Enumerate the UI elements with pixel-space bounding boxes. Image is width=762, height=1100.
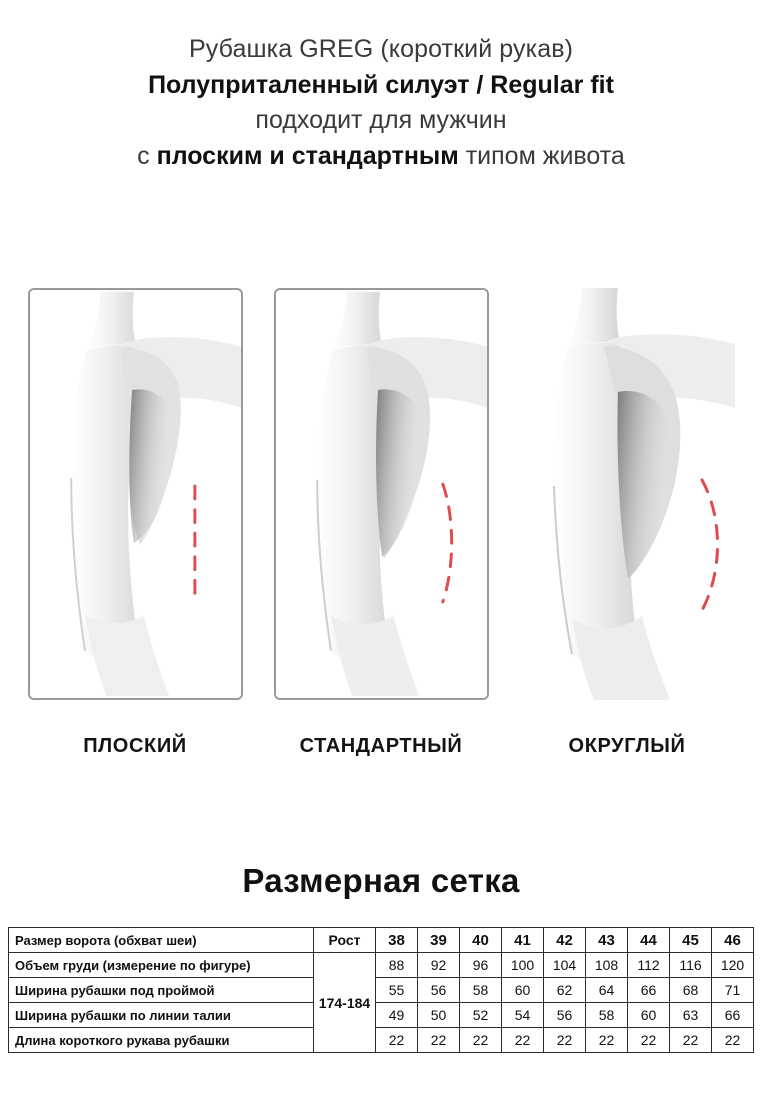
size-header-38: 38 xyxy=(376,928,418,953)
table-row xyxy=(9,928,754,953)
cell-armhole-40: 58 xyxy=(460,978,502,1003)
figure-caption-round: ОКРУГЛЫЙ xyxy=(568,735,686,757)
cell-waist-42: 56 xyxy=(544,1003,586,1028)
figures-row xyxy=(0,288,762,708)
table-row xyxy=(9,1003,754,1028)
cell-sleeve-40: 22 xyxy=(460,1028,502,1053)
cell-chest-38: 88 xyxy=(376,953,418,978)
belly-bold: плоским и стандартным xyxy=(156,141,459,170)
size-grid-title: Размерная сетка xyxy=(242,862,520,899)
cell-chest-43: 108 xyxy=(586,953,628,978)
cell-chest-46: 120 xyxy=(712,953,754,978)
size-header-43: 43 xyxy=(586,928,628,953)
cell-waist-46: 66 xyxy=(712,1003,754,1028)
figure-card-flat xyxy=(28,288,243,700)
cell-sleeve-42: 22 xyxy=(544,1028,586,1053)
row-label-waist-width: Ширина рубашки по линии талии xyxy=(9,1003,314,1028)
cell-chest-44: 112 xyxy=(628,953,670,978)
size-header-40: 40 xyxy=(460,928,502,953)
cell-sleeve-46: 22 xyxy=(712,1028,754,1053)
figure-card-standard xyxy=(274,288,489,700)
row-label-chest: Объем груди (измерение по фигуре) xyxy=(9,953,314,978)
cell-waist-41: 54 xyxy=(502,1003,544,1028)
size-header-41: 41 xyxy=(502,928,544,953)
cell-sleeve-39: 22 xyxy=(418,1028,460,1053)
figure-card-round xyxy=(520,288,735,700)
rost-value: 174-184 xyxy=(314,953,376,1053)
cell-chest-39: 92 xyxy=(418,953,460,978)
cell-armhole-45: 68 xyxy=(670,978,712,1003)
size-header-45: 45 xyxy=(670,928,712,953)
cell-waist-40: 52 xyxy=(460,1003,502,1028)
cell-chest-42: 104 xyxy=(544,953,586,978)
cell-waist-44: 60 xyxy=(628,1003,670,1028)
cell-armhole-41: 60 xyxy=(502,978,544,1003)
cell-armhole-43: 64 xyxy=(586,978,628,1003)
cell-armhole-46: 71 xyxy=(712,978,754,1003)
header-block xyxy=(0,0,762,173)
size-grid-table xyxy=(8,927,754,1053)
cell-sleeve-44: 22 xyxy=(628,1028,670,1053)
figure-caption-standard: СТАНДАРТНЫЙ xyxy=(299,735,463,757)
cell-waist-43: 58 xyxy=(586,1003,628,1028)
cell-sleeve-43: 22 xyxy=(586,1028,628,1053)
table-row xyxy=(9,978,754,1003)
title-fit: Полуприталенный силуэт / Regular fit xyxy=(148,71,614,100)
torso-illustration-round xyxy=(520,288,735,700)
cell-sleeve-38: 22 xyxy=(376,1028,418,1053)
cell-waist-45: 63 xyxy=(670,1003,712,1028)
cell-sleeve-41: 22 xyxy=(502,1028,544,1053)
torso-illustration-flat xyxy=(30,290,241,698)
table-row xyxy=(9,953,754,978)
cell-armhole-42: 62 xyxy=(544,978,586,1003)
belly-post: типом живота xyxy=(458,141,625,170)
cell-armhole-39: 56 xyxy=(418,978,460,1003)
cell-waist-39: 50 xyxy=(418,1003,460,1028)
figure-caption-flat: ПЛОСКИЙ xyxy=(83,735,187,757)
title-product: Рубашка GREG (короткий рукав) xyxy=(188,35,574,63)
size-header-44: 44 xyxy=(628,928,670,953)
size-header-39: 39 xyxy=(418,928,460,953)
rost-header: Рост xyxy=(314,928,376,953)
torso-illustration-standard xyxy=(276,290,487,698)
size-header-46: 46 xyxy=(712,928,754,953)
cell-armhole-44: 66 xyxy=(628,978,670,1003)
belly-pre: с xyxy=(137,141,157,170)
cell-chest-41: 100 xyxy=(502,953,544,978)
row-label-neck: Размер ворота (обхват шеи) xyxy=(9,928,314,953)
cell-chest-45: 116 xyxy=(670,953,712,978)
row-label-armhole-width: Ширина рубашки под проймой xyxy=(9,978,314,1003)
table-row xyxy=(9,1028,754,1053)
cell-waist-38: 49 xyxy=(376,1003,418,1028)
cell-chest-40: 96 xyxy=(460,953,502,978)
size-header-42: 42 xyxy=(544,928,586,953)
title-suitable: подходит для мужчин xyxy=(255,105,507,134)
cell-sleeve-45: 22 xyxy=(670,1028,712,1053)
figure-captions xyxy=(0,735,762,765)
title-belly-types xyxy=(0,140,762,174)
cell-armhole-38: 55 xyxy=(376,978,418,1003)
row-label-sleeve-length: Длина короткого рукава рубашки xyxy=(9,1028,314,1053)
